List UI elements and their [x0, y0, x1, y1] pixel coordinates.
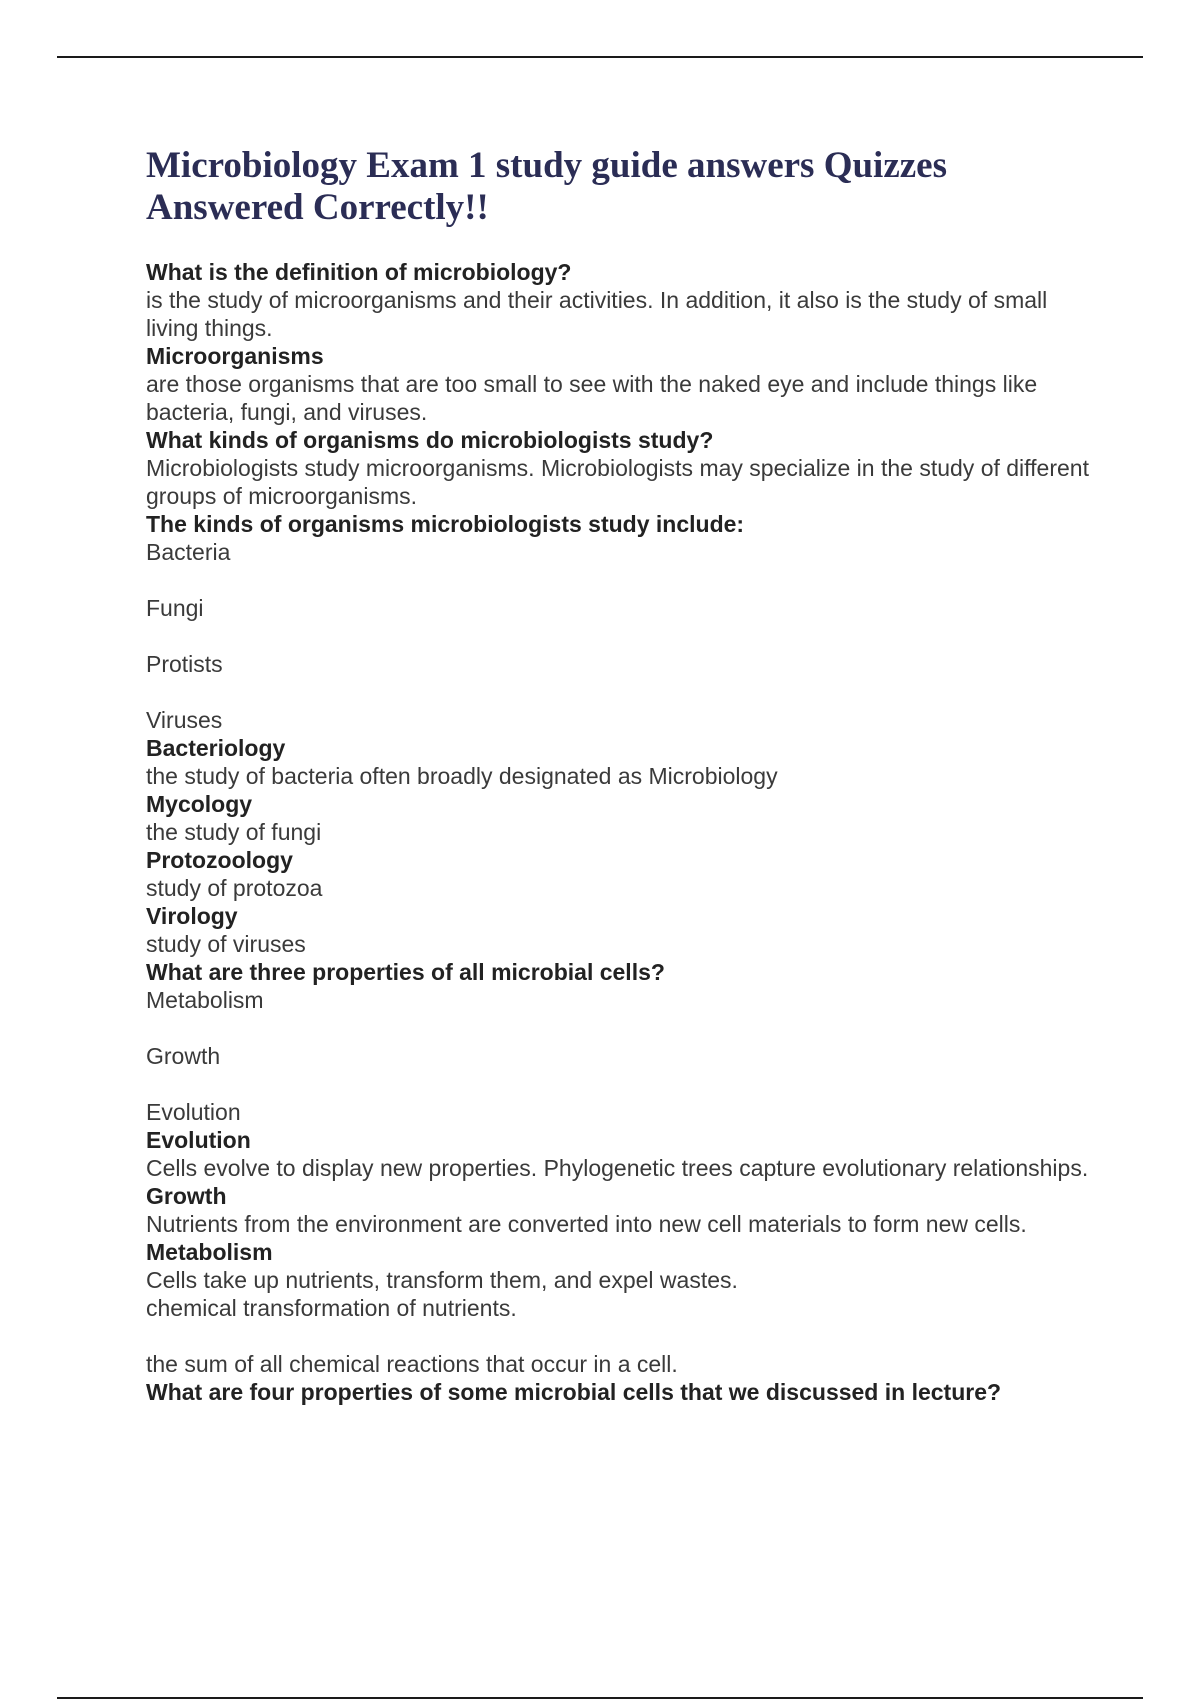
answer-definition-microbiology: is the study of microorganisms and their activities. In addition, it also is the study of small living things. [146, 287, 1048, 341]
bottom-rule [57, 1697, 1143, 1699]
top-rule [57, 56, 1143, 58]
answer-kinds-of-organisms: Microbiologists study microorganisms. Microbiologists may specialize in the study of different groups of microorganisms. [146, 455, 1089, 509]
list-item: Evolution [146, 1099, 241, 1125]
list-item: Protists [146, 651, 223, 677]
term-evolution: Evolution [146, 1127, 251, 1153]
answer-metabolism-2: chemical transformation of nutrients. [146, 1295, 517, 1321]
document-body [146, 258, 1096, 1406]
list-item: Fungi [146, 595, 204, 621]
answer-bacteriology: the study of bacteria often broadly designated as Microbiology [146, 763, 778, 789]
answer-evolution: Cells evolve to display new properties. Phylogenetic trees capture evolutionary relationships. [146, 1155, 1089, 1181]
list-item: Metabolism [146, 987, 264, 1013]
answer-virology: study of viruses [146, 931, 306, 957]
term-protozoology: Protozoology [146, 847, 293, 873]
list-item: Viruses [146, 707, 223, 733]
answer-metabolism-1: Cells take up nutrients, transform them, and expel wastes. [146, 1267, 738, 1293]
question-four-properties: What are four properties of some microbial cells that we discussed in lecture? [146, 1379, 1002, 1405]
term-virology: Virology [146, 903, 238, 929]
answer-metabolism-3: the sum of all chemical reactions that occur in a cell. [146, 1351, 678, 1377]
term-growth: Growth [146, 1183, 227, 1209]
answer-growth: Nutrients from the environment are converted into new cell materials to form new cells. [146, 1211, 1027, 1237]
answer-microorganisms: are those organisms that are too small to see with the naked eye and include things like bacteria, fungi, and viruses. [146, 371, 1038, 425]
term-bacteriology: Bacteriology [146, 735, 286, 761]
heading-organisms-studied: The kinds of organisms microbiologists study include: [146, 511, 745, 537]
page-title: Microbiology Exam 1 study guide answers Quizzes Answered Correctly!! [146, 145, 947, 228]
list-item: Growth [146, 1043, 221, 1069]
term-mycology: Mycology [146, 791, 253, 817]
list-item: Bacteria [146, 539, 231, 565]
term-microorganisms: Microorganisms [146, 343, 324, 369]
answer-mycology: the study of fungi [146, 819, 322, 845]
question-three-properties: What are three properties of all microbial cells? [146, 959, 665, 985]
question-definition-microbiology: What is the definition of microbiology? [146, 259, 572, 285]
term-metabolism: Metabolism [146, 1239, 273, 1265]
question-kinds-of-organisms: What kinds of organisms do microbiologists study? [146, 427, 714, 453]
answer-protozoology: study of protozoa [146, 875, 323, 901]
